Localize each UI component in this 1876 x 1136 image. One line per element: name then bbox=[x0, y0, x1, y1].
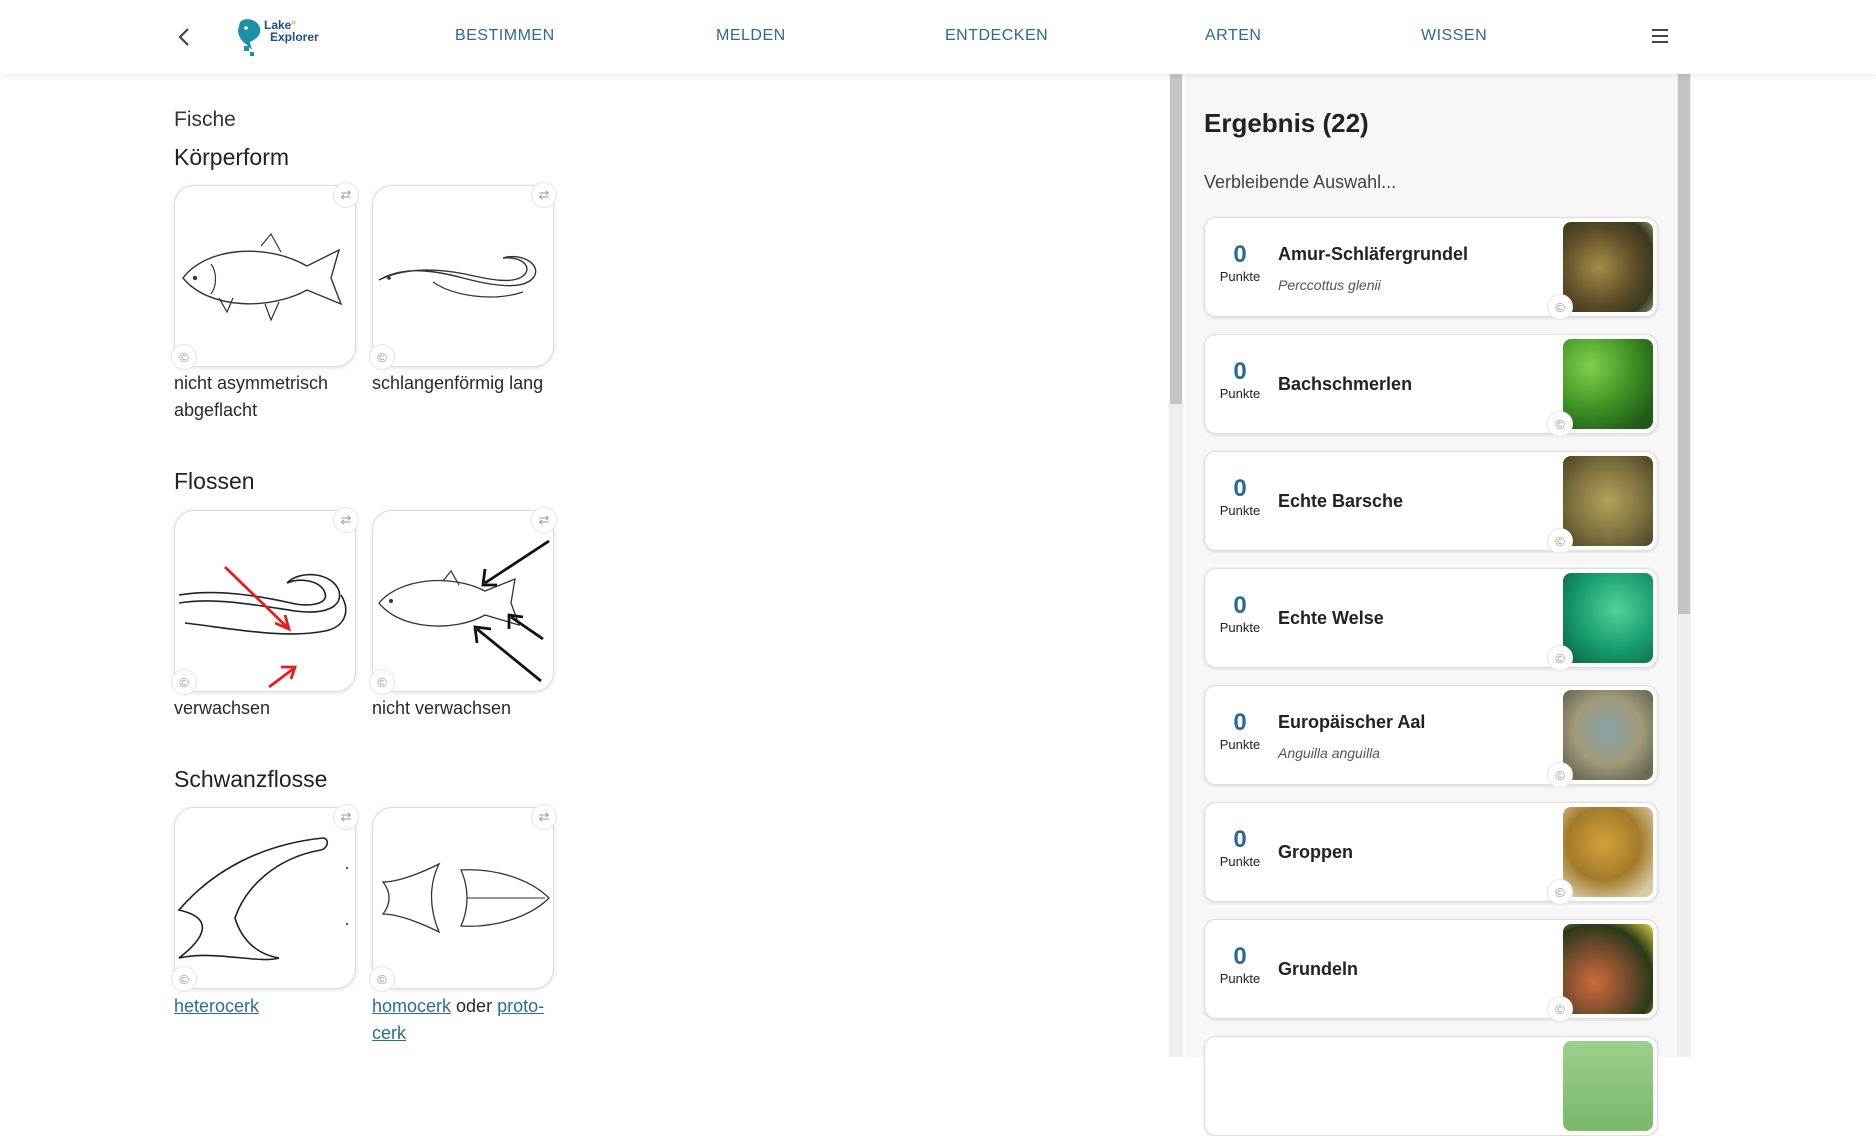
homocerk-link[interactable]: homocerk bbox=[372, 996, 452, 1016]
copyright-icon[interactable]: © bbox=[171, 344, 197, 370]
fused-fins-illustration bbox=[175, 511, 357, 693]
species-photo bbox=[1563, 573, 1653, 663]
result-card[interactable] bbox=[1204, 1036, 1658, 1136]
points-label: Punkte bbox=[1219, 971, 1261, 986]
species-scientific-name: Anguilla anguilla bbox=[1278, 745, 1380, 761]
species-name: Amur-Schläfergrundel bbox=[1278, 244, 1469, 264]
option-label: nicht asymmetrisch abgeflacht bbox=[174, 373, 329, 420]
result-card[interactable] bbox=[1204, 802, 1658, 902]
swap-icon[interactable]: ⇄ bbox=[531, 507, 557, 533]
result-card[interactable] bbox=[1204, 919, 1658, 1019]
fish-body-illustration bbox=[175, 186, 357, 368]
swap-icon[interactable]: ⇄ bbox=[333, 182, 359, 208]
copyright-icon[interactable]: © bbox=[1547, 996, 1573, 1022]
swap-icon[interactable]: ⇄ bbox=[531, 804, 557, 830]
results-scrollbar-thumb[interactable] bbox=[1678, 74, 1690, 614]
points-display bbox=[1205, 476, 1275, 520]
option-card-heterocerk[interactable] bbox=[174, 807, 356, 989]
points-display bbox=[1205, 944, 1275, 988]
nav-melden[interactable]: MELDEN bbox=[716, 27, 786, 44]
species-scientific-name: Perccottus glenii bbox=[1278, 277, 1381, 293]
option-label: verwachsen bbox=[174, 698, 271, 718]
heterocercal-tail-illustration bbox=[175, 808, 357, 990]
points-label: Punkte bbox=[1219, 386, 1261, 401]
category-heading: Fische bbox=[174, 108, 236, 131]
protocerk-link[interactable]: proto-cerk bbox=[372, 996, 545, 1043]
species-name: Bachschmerlen bbox=[1278, 374, 1413, 394]
result-card[interactable] bbox=[1204, 568, 1658, 668]
homocercal-tail-illustration bbox=[373, 808, 555, 990]
points-value: 0 bbox=[1233, 358, 1247, 385]
points-label: Punkte bbox=[1219, 854, 1261, 869]
option-label: schlangenförmig lang bbox=[372, 373, 544, 393]
nav-entdecken[interactable]: ENTDECKEN bbox=[945, 27, 1049, 44]
species-name: Europäischer Aal bbox=[1278, 712, 1426, 732]
points-label: Punkte bbox=[1219, 620, 1261, 635]
swap-icon[interactable]: ⇄ bbox=[333, 804, 359, 830]
points-label: Punkte bbox=[1219, 503, 1261, 518]
logo-text: Lake° Explorer bbox=[264, 18, 319, 44]
points-value: 0 bbox=[1233, 709, 1247, 736]
option-card-schlangenfoermig[interactable] bbox=[372, 185, 554, 367]
result-card[interactable] bbox=[1204, 685, 1658, 785]
results-title: Ergebnis (22) bbox=[1204, 108, 1369, 138]
species-name: Echte Welse bbox=[1278, 608, 1384, 628]
left-scrollbar-thumb[interactable] bbox=[1170, 74, 1182, 404]
nav-arten[interactable]: ARTEN bbox=[1205, 27, 1262, 44]
species-photo bbox=[1563, 924, 1653, 1014]
copyright-icon[interactable]: © bbox=[171, 966, 197, 992]
option-label: nicht verwachsen bbox=[372, 698, 512, 718]
swap-icon[interactable]: ⇄ bbox=[531, 182, 557, 208]
results-subtitle: Verbleibende Auswahl... bbox=[1204, 172, 1397, 192]
option-card-nicht-asymmetrisch[interactable] bbox=[174, 185, 356, 367]
result-card[interactable] bbox=[1204, 451, 1658, 551]
swap-icon[interactable]: ⇄ bbox=[333, 507, 359, 533]
menu-icon bbox=[1648, 24, 1672, 48]
nav-wissen[interactable]: WISSEN bbox=[1421, 27, 1488, 44]
option-card-homocerk[interactable] bbox=[372, 807, 554, 989]
species-photo bbox=[1563, 456, 1653, 546]
top-header bbox=[0, 0, 1876, 74]
copyright-icon[interactable]: © bbox=[171, 669, 197, 695]
section-title-flossen: Flossen bbox=[174, 468, 255, 494]
option-card-nicht-verwachsen[interactable] bbox=[372, 510, 554, 692]
back-button[interactable] bbox=[170, 22, 200, 52]
species-name: Echte Barsche bbox=[1278, 491, 1404, 511]
points-label: Punkte bbox=[1219, 737, 1261, 752]
species-name: Groppen bbox=[1278, 842, 1353, 862]
points-value: 0 bbox=[1233, 241, 1247, 268]
species-photo bbox=[1563, 807, 1653, 897]
section-title-schwanzflosse: Schwanzflosse bbox=[174, 766, 328, 792]
species-photo bbox=[1563, 690, 1653, 780]
chevron-left-icon bbox=[177, 27, 193, 47]
points-display bbox=[1205, 827, 1275, 871]
species-photo bbox=[1563, 339, 1653, 429]
points-value: 0 bbox=[1233, 943, 1247, 970]
copyright-icon[interactable]: © bbox=[1547, 411, 1573, 437]
copyright-icon[interactable]: © bbox=[1547, 762, 1573, 788]
points-display bbox=[1205, 359, 1275, 403]
copyright-icon[interactable]: © bbox=[369, 966, 395, 992]
copyright-icon[interactable]: © bbox=[369, 669, 395, 695]
species-photo bbox=[1563, 222, 1653, 312]
option-label bbox=[174, 993, 364, 1020]
result-card[interactable] bbox=[1204, 334, 1658, 434]
points-display bbox=[1205, 710, 1275, 754]
heterocerk-link[interactable]: heterocerk bbox=[174, 996, 260, 1016]
option-label-conjunction: oder bbox=[451, 996, 498, 1016]
eel-body-illustration bbox=[373, 186, 555, 368]
logo-line2: Explorer bbox=[270, 30, 319, 44]
species-name: Grundeln bbox=[1278, 959, 1358, 979]
nav-bestimmen[interactable]: BESTIMMEN bbox=[455, 27, 555, 44]
logo-line1: Lake bbox=[264, 18, 292, 32]
section-title-koerperform: Körperform bbox=[174, 144, 290, 170]
points-value: 0 bbox=[1233, 826, 1247, 853]
copyright-icon[interactable]: © bbox=[1547, 645, 1573, 671]
points-value: 0 bbox=[1233, 592, 1247, 619]
copyright-icon[interactable]: © bbox=[369, 344, 395, 370]
points-value: 0 bbox=[1233, 475, 1247, 502]
points-display bbox=[1205, 593, 1275, 637]
copyright-icon[interactable]: © bbox=[1547, 294, 1573, 320]
separate-fins-illustration bbox=[373, 511, 555, 693]
species-photo bbox=[1563, 1041, 1653, 1131]
points-label: Punkte bbox=[1219, 269, 1261, 284]
result-card[interactable] bbox=[1204, 217, 1658, 317]
points-display bbox=[1205, 242, 1275, 286]
option-label bbox=[372, 993, 562, 1047]
copyright-icon[interactable]: © bbox=[1547, 879, 1573, 905]
hamburger-menu-button[interactable] bbox=[1648, 24, 1672, 48]
copyright-icon[interactable]: © bbox=[1547, 528, 1573, 554]
option-card-verwachsen[interactable] bbox=[174, 510, 356, 692]
